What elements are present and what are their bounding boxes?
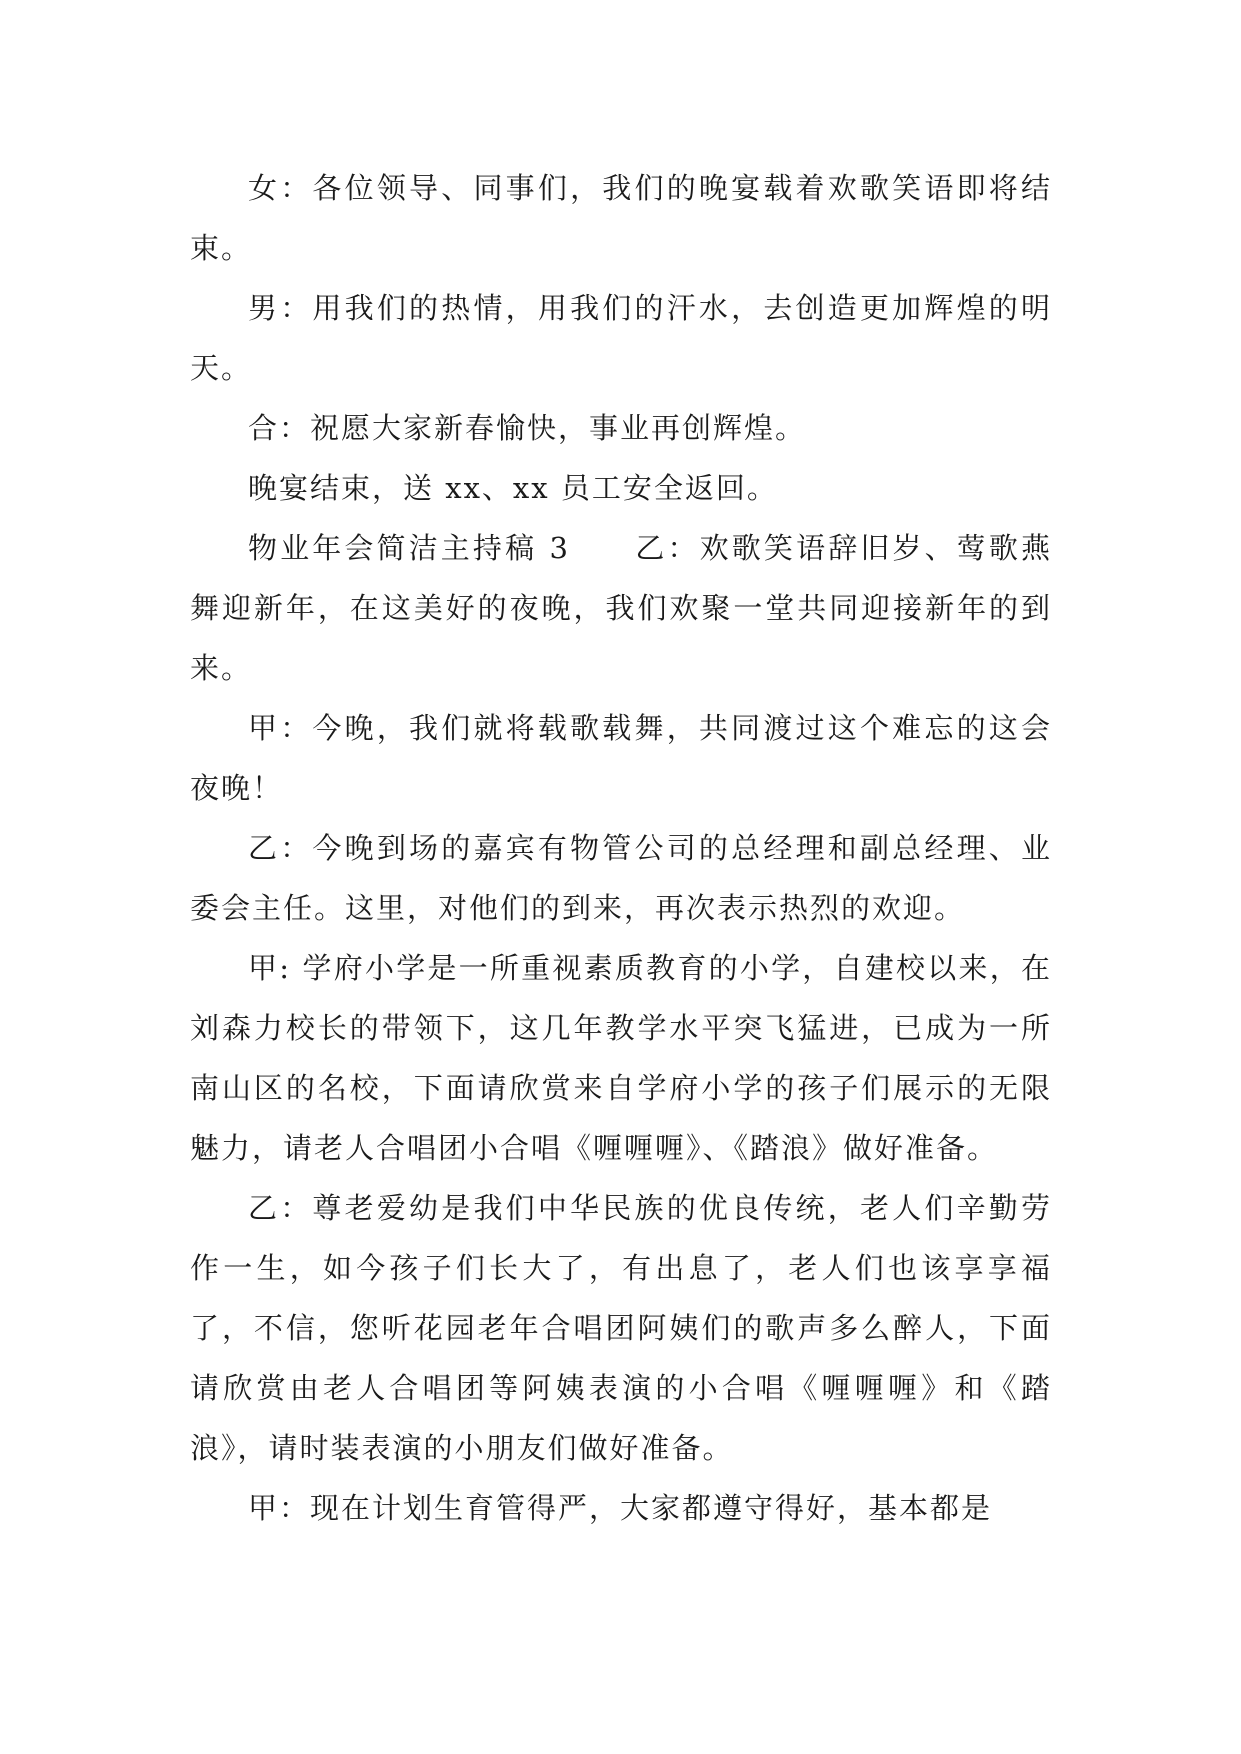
paragraph: 合：祝愿大家新春愉快，事业再创辉煌。	[248, 411, 807, 445]
paragraph: 物业年会简洁主持稿 3 乙：欢歌笑语辞旧岁、莺歌燕舞迎新年，在这美好的夜晚，我们欢聚一堂共同迎接新年的到来。	[190, 531, 1052, 685]
paragraph: 甲：现在计划生育管得严，大家都遵守得好，基本都是	[248, 1491, 993, 1525]
paragraph: 晚宴结束，送 xx、xx 员工安全返回。	[248, 471, 778, 505]
document-body	[190, 158, 1052, 1538]
paragraph: 乙：尊老爱幼是我们中华民族的优良传统，老人们辛勤劳作一生，如今孩子们长大了，有出息了，老人们也该享享福了，不信，您听花园老年合唱团阿姨们的歌声多么醉人，下面请欣赏由老人合唱团等阿姨表演的小合唱《喱喱喱》和《踏浪》，请时装表演的小朋友们做好准备。	[190, 1191, 1052, 1465]
paragraph: 女：各位领导、同事们，我们的晚宴载着欢歌笑语即将结束。	[190, 171, 1052, 265]
paragraph: 甲: 学府小学是一所重视素质教育的小学，自建校以来，在刘森力校长的带领下，这几年教学水平突飞猛进，已成为一所南山区的名校，下面请欣赏来自学府小学的孩子们展示的无限魅力，请老人合唱团小合唱《喱喱喱》、《踏浪》做好准备。	[190, 951, 1052, 1165]
paragraph: 乙：今晚到场的嘉宾有物管公司的总经理和副总经理、业委会主任。这里，对他们的到来，再次表示热烈的欢迎。	[190, 831, 1052, 925]
paragraph: 男：用我们的热情，用我们的汗水，去创造更加辉煌的明天。	[190, 291, 1052, 385]
paragraph: 甲：今晚，我们就将载歌载舞，共同渡过这个难忘的这会夜晚！	[190, 711, 1052, 805]
